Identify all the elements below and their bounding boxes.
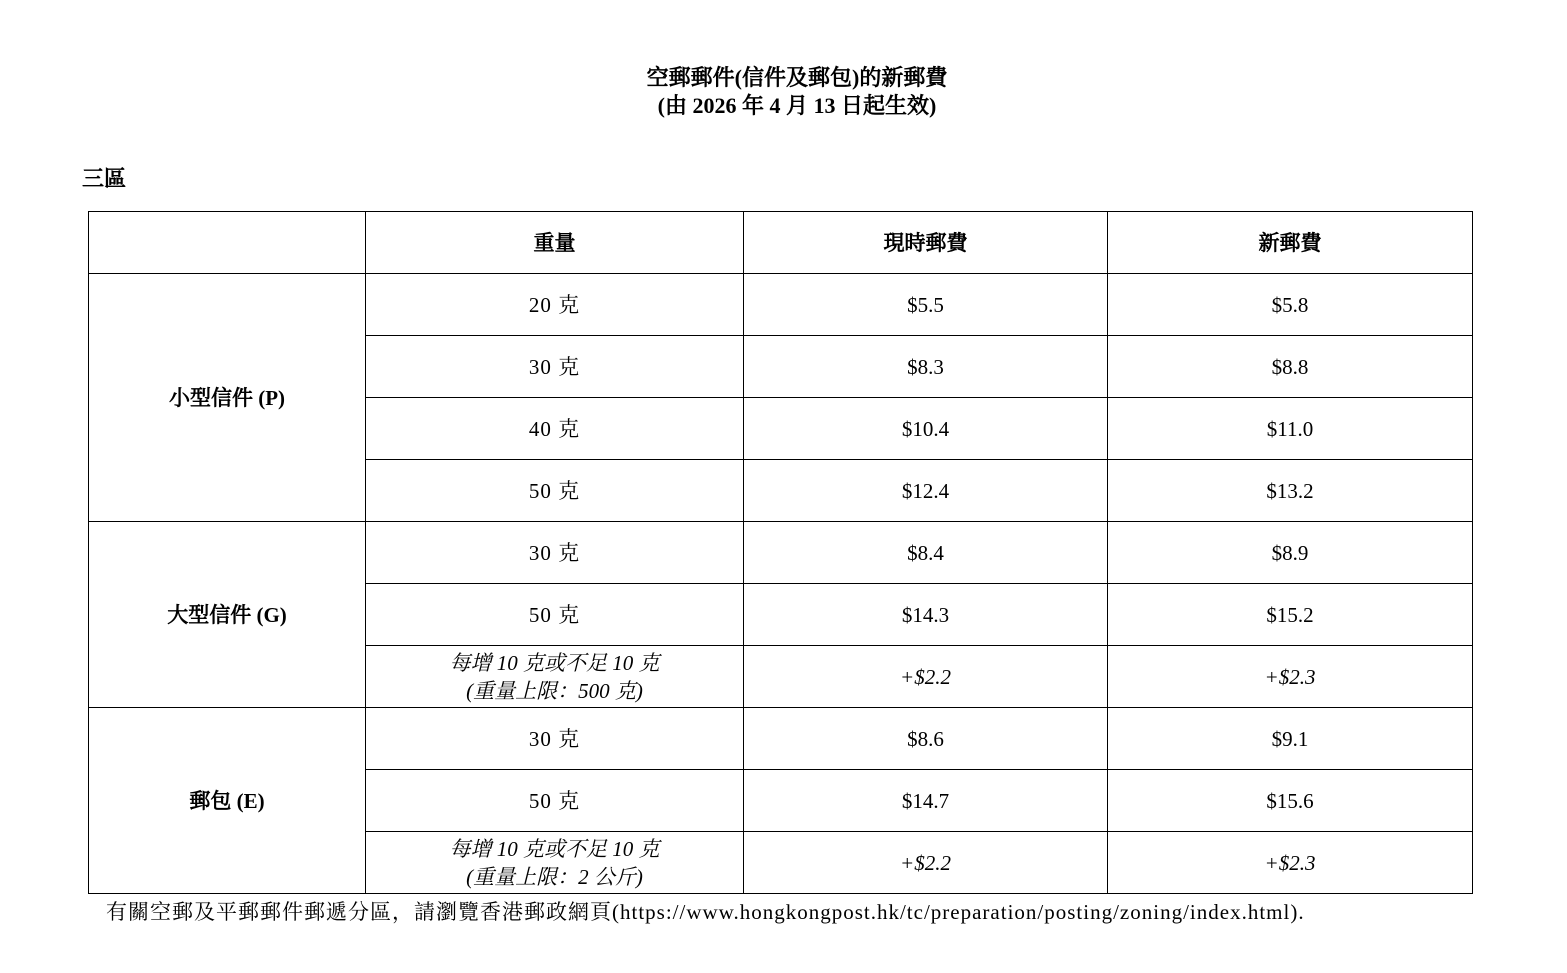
weight-cell: 50 克 — [366, 584, 744, 646]
additional-weight-text: 每增 10 克或不足 10 克 — [449, 836, 660, 861]
weight-limit-text: (重量上限：500 克) — [466, 678, 643, 703]
weight-limit-text: (重量上限：2 公斤) — [466, 864, 643, 889]
weight-cell: 30 克 — [366, 708, 744, 770]
new-rate-cell: +$2.3 — [1108, 646, 1473, 708]
zoning-info-note: 有關空郵及平郵郵件郵遞分區，請瀏覽香港郵政網頁(https://www.hongkongpost.hk/tc/preparation/posting/zoning/index.html). — [106, 900, 1305, 924]
weight-cell: 30 克 — [366, 336, 744, 398]
header-new-rate: 新郵費 — [1108, 212, 1473, 274]
zone-heading: 三區 — [82, 166, 127, 191]
category-small-letters: 小型信件 (P) — [89, 274, 366, 522]
category-large-letters: 大型信件 (G) — [89, 522, 366, 708]
current-rate-cell: $5.5 — [744, 274, 1108, 336]
weight-cell: 50 克 — [366, 770, 744, 832]
table-row — [89, 708, 1473, 770]
header-current-rate: 現時郵費 — [744, 212, 1108, 274]
table-row — [89, 522, 1473, 584]
category-packets: 郵包 (E) — [89, 708, 366, 894]
additional-weight-text: 每增 10 克或不足 10 克 — [449, 650, 660, 675]
new-rate-cell: $15.6 — [1108, 770, 1473, 832]
weight-cell: 40 克 — [366, 398, 744, 460]
document-title: 空郵郵件(信件及郵包)的新郵費 — [646, 65, 948, 90]
table-header-row — [89, 212, 1473, 274]
new-rate-cell: $8.8 — [1108, 336, 1473, 398]
current-rate-cell: +$2.2 — [744, 646, 1108, 708]
new-rate-cell: +$2.3 — [1108, 832, 1473, 894]
current-rate-cell: $8.4 — [744, 522, 1108, 584]
effective-date: (由 2026 年 4 月 13 日起生效) — [657, 93, 937, 118]
header-weight: 重量 — [366, 212, 744, 274]
weight-cell: 50 克 — [366, 460, 744, 522]
current-rate-cell: $8.6 — [744, 708, 1108, 770]
current-rate-cell: $8.3 — [744, 336, 1108, 398]
new-rate-cell: $5.8 — [1108, 274, 1473, 336]
current-rate-cell: $10.4 — [744, 398, 1108, 460]
postage-rate-table — [88, 211, 1473, 894]
weight-cell: 20 克 — [366, 274, 744, 336]
new-rate-cell: $8.9 — [1108, 522, 1473, 584]
new-rate-cell: $15.2 — [1108, 584, 1473, 646]
weight-cell: 30 克 — [366, 522, 744, 584]
current-rate-cell: $14.7 — [744, 770, 1108, 832]
new-rate-cell: $9.1 — [1108, 708, 1473, 770]
new-rate-cell: $13.2 — [1108, 460, 1473, 522]
table-row — [89, 274, 1473, 336]
header-category — [89, 212, 366, 274]
current-rate-cell: $12.4 — [744, 460, 1108, 522]
current-rate-cell: +$2.2 — [744, 832, 1108, 894]
additional-weight-cell — [366, 646, 744, 708]
new-rate-cell: $11.0 — [1108, 398, 1473, 460]
additional-weight-cell — [366, 832, 744, 894]
current-rate-cell: $14.3 — [744, 584, 1108, 646]
